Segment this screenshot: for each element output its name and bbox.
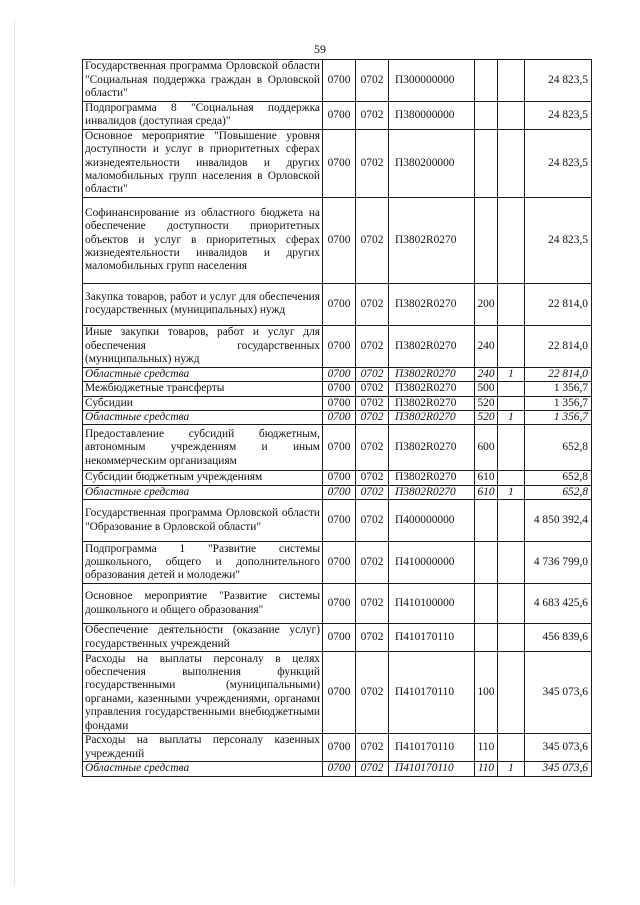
row-amount: 345 073,6 — [525, 734, 592, 762]
row-name: Основное мероприятие "Повышение уровня доступности и услуг в приоритетных сферах жизнедеятельности инвалидов и других маломобильных групп населения в Орловской области" — [83, 129, 323, 197]
row-funding-source — [498, 584, 525, 624]
row-amount: 652,8 — [525, 485, 592, 499]
row-name: Закупка товаров, работ и услуг для обеспечения государственных (муниципальных) нужд — [83, 283, 323, 325]
row-subsection-code: 0702 — [356, 325, 389, 367]
row-amount: 652,8 — [525, 471, 592, 485]
row-expense-type: 520 — [475, 411, 498, 425]
row-expense-type: 110 — [475, 762, 498, 776]
row-amount: 24 823,5 — [525, 60, 592, 102]
row-expense-type: 110 — [475, 734, 498, 762]
row-section-code: 0700 — [323, 584, 356, 624]
table-row — [83, 542, 592, 584]
scan-margin-line — [14, 20, 15, 885]
row-expense-type — [475, 60, 498, 102]
row-name: Софинансирование из областного бюджета на обеспечение доступности приоритетных объектов и услуг в приоритетных сферах жизнедеятельности инвалидов и других маломобильных групп населения — [83, 197, 323, 283]
row-funding-source — [498, 500, 525, 542]
row-subsection-code: 0702 — [356, 734, 389, 762]
row-name: Субсидии бюджетным учреждениям — [83, 471, 323, 485]
row-subsection-code: 0702 — [356, 283, 389, 325]
table-row — [83, 734, 592, 762]
row-name: Субсидии — [83, 396, 323, 410]
row-subsection-code: 0702 — [356, 367, 389, 381]
row-amount: 652,8 — [525, 425, 592, 471]
row-section-code: 0700 — [323, 382, 356, 396]
row-target-article: П380200000 — [389, 129, 475, 197]
row-subsection-code: 0702 — [356, 652, 389, 734]
table-row — [83, 485, 592, 499]
row-section-code: 0700 — [323, 367, 356, 381]
table-row — [83, 500, 592, 542]
row-funding-source — [498, 734, 525, 762]
row-section-code: 0700 — [323, 102, 356, 130]
table-row — [83, 471, 592, 485]
row-funding-source — [498, 60, 525, 102]
row-name: Государственная программа Орловской области "Образование в Орловской области" — [83, 500, 323, 542]
table-row — [83, 382, 592, 396]
row-name: Областные средства — [83, 762, 323, 776]
row-subsection-code: 0702 — [356, 584, 389, 624]
row-target-article: П410000000 — [389, 542, 475, 584]
row-amount: 1 356,7 — [525, 382, 592, 396]
row-expense-type: 600 — [475, 425, 498, 471]
row-expense-type: 200 — [475, 283, 498, 325]
row-name: Межбюджетные трансферты — [83, 382, 323, 396]
page-number: 59 — [314, 42, 326, 56]
table-row — [83, 411, 592, 425]
row-name: Расходы на выплаты персоналу в целях обеспечения выполнения функций государственными (муниципальными) органами, казенными учреждениями, органами управления государственными внебюджетными фондами — [83, 652, 323, 734]
row-funding-source — [498, 396, 525, 410]
budget-table — [82, 59, 592, 777]
row-name: Областные средства — [83, 367, 323, 381]
row-funding-source — [498, 382, 525, 396]
row-name: Предоставление субсидий бюджетным, автономным учреждениям и иным некоммерческим организациям — [83, 425, 323, 471]
row-section-code: 0700 — [323, 624, 356, 652]
row-subsection-code: 0702 — [356, 411, 389, 425]
row-section-code: 0700 — [323, 197, 356, 283]
table-row — [83, 197, 592, 283]
row-section-code: 0700 — [323, 652, 356, 734]
row-amount: 22 814,0 — [525, 283, 592, 325]
row-subsection-code: 0702 — [356, 500, 389, 542]
row-funding-source — [498, 542, 525, 584]
row-target-article: П3802R0270 — [389, 411, 475, 425]
row-target-article: П3802R0270 — [389, 485, 475, 499]
row-funding-source: 1 — [498, 762, 525, 776]
row-section-code: 0700 — [323, 411, 356, 425]
table-row — [83, 762, 592, 776]
table-row — [83, 367, 592, 381]
row-funding-source: 1 — [498, 367, 525, 381]
row-expense-type — [475, 197, 498, 283]
row-section-code: 0700 — [323, 60, 356, 102]
row-name: Государственная программа Орловской области "Социальная поддержка граждан в Орловской области" — [83, 60, 323, 102]
row-expense-type: 610 — [475, 471, 498, 485]
row-target-article: П3802R0270 — [389, 471, 475, 485]
row-expense-type — [475, 624, 498, 652]
row-amount: 345 073,6 — [525, 762, 592, 776]
row-section-code: 0700 — [323, 425, 356, 471]
row-funding-source — [498, 283, 525, 325]
row-name: Подпрограмма 8 "Социальная поддержка инвалидов (доступная среда)" — [83, 102, 323, 130]
table-row — [83, 425, 592, 471]
row-amount: 24 823,5 — [525, 102, 592, 130]
row-subsection-code: 0702 — [356, 102, 389, 130]
row-target-article: П3802R0270 — [389, 396, 475, 410]
row-funding-source — [498, 425, 525, 471]
row-target-article: П3802R0270 — [389, 382, 475, 396]
table-row — [83, 60, 592, 102]
row-target-article: П3802R0270 — [389, 197, 475, 283]
row-expense-type: 610 — [475, 485, 498, 499]
row-section-code: 0700 — [323, 129, 356, 197]
row-target-article: П3802R0270 — [389, 325, 475, 367]
row-funding-source — [498, 624, 525, 652]
table-row — [83, 652, 592, 734]
row-section-code: 0700 — [323, 762, 356, 776]
row-target-article: П3802R0270 — [389, 425, 475, 471]
row-amount: 345 073,6 — [525, 652, 592, 734]
row-amount: 22 814,0 — [525, 367, 592, 381]
table-row — [83, 283, 592, 325]
table-row — [83, 584, 592, 624]
row-subsection-code: 0702 — [356, 762, 389, 776]
row-target-article: П3802R0270 — [389, 367, 475, 381]
row-expense-type — [475, 129, 498, 197]
row-subsection-code: 0702 — [356, 60, 389, 102]
row-expense-type — [475, 500, 498, 542]
row-amount: 4 850 392,4 — [525, 500, 592, 542]
table-row — [83, 102, 592, 130]
row-expense-type: 240 — [475, 367, 498, 381]
row-funding-source — [498, 325, 525, 367]
table-row — [83, 624, 592, 652]
row-section-code: 0700 — [323, 396, 356, 410]
row-target-article: П410170110 — [389, 652, 475, 734]
row-target-article: П410170110 — [389, 624, 475, 652]
row-subsection-code: 0702 — [356, 396, 389, 410]
row-expense-type: 520 — [475, 396, 498, 410]
row-amount: 4 736 799,0 — [525, 542, 592, 584]
row-amount: 456 839,6 — [525, 624, 592, 652]
table-row — [83, 325, 592, 367]
row-section-code: 0700 — [323, 500, 356, 542]
row-subsection-code: 0702 — [356, 542, 389, 584]
row-funding-source — [498, 129, 525, 197]
row-target-article: П410170110 — [389, 734, 475, 762]
row-target-article: П400000000 — [389, 500, 475, 542]
row-name: Подпрограмма 1 "Развитие системы дошкольного, общего и дополнительного образования детей и молодежи" — [83, 542, 323, 584]
row-funding-source: 1 — [498, 411, 525, 425]
row-amount: 4 683 425,6 — [525, 584, 592, 624]
row-subsection-code: 0702 — [356, 197, 389, 283]
row-subsection-code: 0702 — [356, 425, 389, 471]
row-amount: 1 356,7 — [525, 411, 592, 425]
table-row — [83, 396, 592, 410]
row-expense-type — [475, 102, 498, 130]
row-amount: 22 814,0 — [525, 325, 592, 367]
row-target-article: П410170110 — [389, 762, 475, 776]
table-row — [83, 129, 592, 197]
row-target-article: П3802R0270 — [389, 283, 475, 325]
row-funding-source — [498, 197, 525, 283]
row-expense-type: 240 — [475, 325, 498, 367]
row-funding-source — [498, 102, 525, 130]
row-section-code: 0700 — [323, 734, 356, 762]
row-name: Иные закупки товаров, работ и услуг для обеспечения государственных (муниципальных) нужд — [83, 325, 323, 367]
row-expense-type — [475, 584, 498, 624]
row-subsection-code: 0702 — [356, 129, 389, 197]
row-subsection-code: 0702 — [356, 382, 389, 396]
row-name: Областные средства — [83, 485, 323, 499]
row-target-article: П300000000 — [389, 60, 475, 102]
row-amount: 1 356,7 — [525, 396, 592, 410]
row-section-code: 0700 — [323, 471, 356, 485]
row-amount: 24 823,5 — [525, 129, 592, 197]
row-subsection-code: 0702 — [356, 624, 389, 652]
row-amount: 24 823,5 — [525, 197, 592, 283]
row-subsection-code: 0702 — [356, 471, 389, 485]
row-section-code: 0700 — [323, 542, 356, 584]
row-name: Расходы на выплаты персоналу казенных учреждений — [83, 734, 323, 762]
row-expense-type: 100 — [475, 652, 498, 734]
row-target-article: П380000000 — [389, 102, 475, 130]
row-name: Основное мероприятие "Развитие системы дошкольного и общего образования" — [83, 584, 323, 624]
row-subsection-code: 0702 — [356, 485, 389, 499]
row-expense-type: 500 — [475, 382, 498, 396]
row-funding-source: 1 — [498, 485, 525, 499]
row-name: Обеспечение деятельности (оказание услуг) государственных учреждений — [83, 624, 323, 652]
row-funding-source — [498, 471, 525, 485]
row-section-code: 0700 — [323, 283, 356, 325]
row-section-code: 0700 — [323, 325, 356, 367]
row-name: Областные средства — [83, 411, 323, 425]
row-funding-source — [498, 652, 525, 734]
row-target-article: П410100000 — [389, 584, 475, 624]
row-expense-type — [475, 542, 498, 584]
row-section-code: 0700 — [323, 485, 356, 499]
